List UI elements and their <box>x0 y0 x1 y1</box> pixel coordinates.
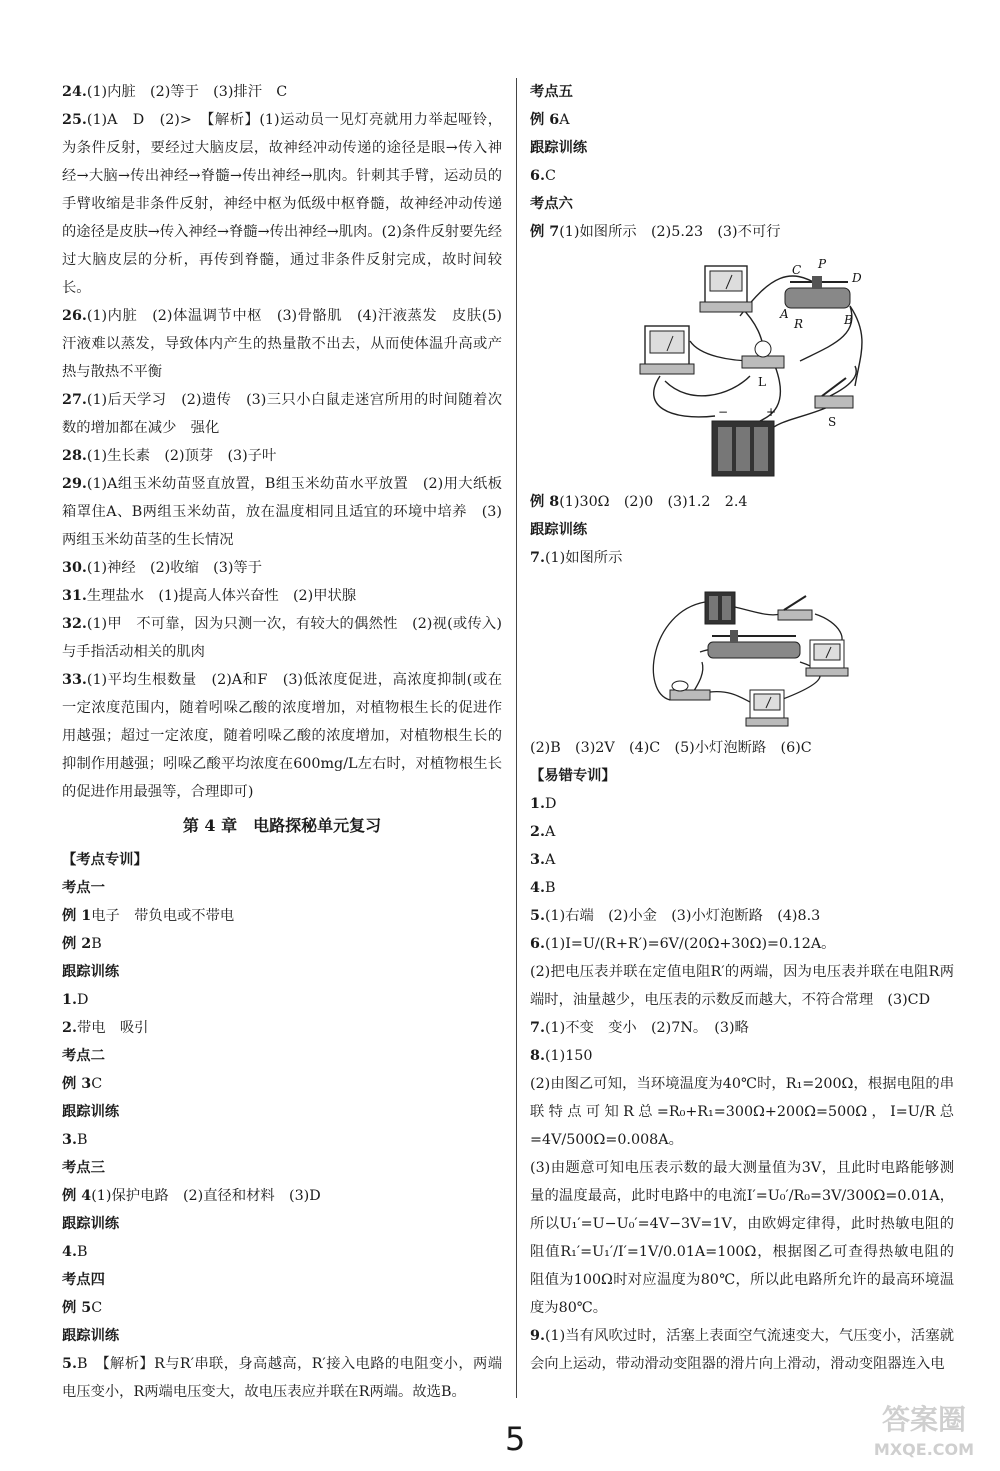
item-text: (1)右端 (2)小金 (3)小灯泡断路 (4)8.3 <box>544 908 821 924</box>
item-text: (1)I=U/(R+R′)=6V/(20Ω+30Ω)=0.12A。 <box>544 936 836 952</box>
item-text: B <box>76 1244 88 1260</box>
answer-item <box>530 818 954 846</box>
item-text: (1)150 <box>544 1048 593 1064</box>
label-C: C <box>792 263 802 277</box>
watermark-bottom: MXQE.COM <box>873 1440 975 1459</box>
answer-item <box>530 1042 954 1070</box>
answer-item <box>530 1322 954 1378</box>
item-number: 29. <box>62 476 87 492</box>
section-heading: 考点二 <box>62 1048 105 1064</box>
item-number: 例 6 <box>530 112 560 128</box>
item-number: 4. <box>530 880 545 896</box>
item-text: (1)如图所示 <box>544 550 623 566</box>
answer-item <box>530 734 954 762</box>
answer-item <box>530 902 954 930</box>
item-text: B <box>76 1132 88 1148</box>
watermark-logo <box>854 1393 994 1463</box>
section-heading: 跟踪训练 <box>62 1328 120 1344</box>
section-heading: 【易错专训】 <box>530 768 616 784</box>
item-number: 例 5 <box>62 1300 92 1316</box>
answer-item <box>62 610 517 666</box>
voltmeter-icon <box>640 326 694 374</box>
answer-item <box>62 470 502 554</box>
item-text: (1)内脏 (2)体温调节中枢 (3)骨骼肌 (4)汗液蒸发 皮肤(5)汗液难以蒸发，导致体内产生的热量散不出去，从而使体温升高或产热与散热不平衡 <box>62 308 502 380</box>
bulb-icon <box>742 341 784 368</box>
item-number: 32. <box>62 616 87 632</box>
label-D: D <box>852 271 862 285</box>
circuit-diagram-1 <box>530 246 954 488</box>
section-heading: 跟踪训练 <box>62 964 120 980</box>
item-text: D <box>544 796 557 812</box>
answer-item <box>530 846 954 874</box>
item-number: 例 2 <box>62 936 92 952</box>
answer-item <box>530 488 954 516</box>
answer-item <box>62 554 502 582</box>
item-text: (1)A D (2)> 【解析】(1)运动员一见灯亮就用力举起哑铃，为条件反射，要经过大脑皮层，故神经冲动传递的途径是眼→传入神经→大脑→传出神经→脊髓→传出神经→肌肉。针刺其手臂，运动员的手臂收缩是非条件反射，神经中枢为低级中枢脊髓，故神经冲动传递的途径是皮肤→传入神经→脊髓→传出神经→肌肉。(2)条件反射要先经过大脑皮层的分析，再传到脊髓，通过非条件反射完成，故时间较长。 <box>62 112 502 296</box>
item-text: (1)神经 (2)收缩 (3)等于 <box>86 560 263 576</box>
item-number: 例 1 <box>62 908 92 924</box>
item-number: 4. <box>62 1244 77 1260</box>
answer-item <box>530 1014 954 1042</box>
label-plus: + <box>766 405 777 419</box>
item-text: (1)生长素 (2)顶芽 (3)子叶 <box>86 448 277 464</box>
item-number: 26. <box>62 308 87 324</box>
answer-item <box>62 930 502 958</box>
item-number: 28. <box>62 448 87 464</box>
item-number: 6. <box>530 936 545 952</box>
item-text: B 【解析】R与R′串联，身高越高，R′接入电路的电阻变小，两端电压变小，R两端电压变大，故电压表应并联在R两端。故选B。 <box>62 1356 502 1400</box>
answer-item <box>530 930 954 958</box>
item-text: (3)由题意可知电压表示数的最大测量值为3V，且此时电路能够测量的温度最高，此时电路中的电流I′=U₀′/R₀=3V/300Ω=0.01A，所以U₁′=U−U₀′=4V−3V=1V，由欧姆定律得，此时热敏电阻的阻值R₁′=U₁′/I′=1V/0.01A=100Ω，根据图乙可查得热敏电阻的阻值为100Ω时对应温度为80℃，所以此电路所允许的最高环境温度为80℃。 <box>530 1160 954 1316</box>
section-heading: 考点四 <box>62 1272 105 1288</box>
answer-item <box>62 386 502 442</box>
bulb-icon <box>670 681 710 700</box>
left-column <box>62 78 517 1406</box>
item-number: 33. <box>62 672 87 688</box>
item-number: 例 4 <box>62 1188 92 1204</box>
answer-item <box>530 162 954 190</box>
section-heading: 【考点专训】 <box>62 852 148 868</box>
item-text: C <box>91 1300 103 1316</box>
item-number: 2. <box>62 1020 77 1036</box>
answer-item <box>62 1182 502 1210</box>
item-number: 1. <box>62 992 77 1008</box>
item-text: (1)如图所示 (2)5.23 (3)不可行 <box>559 224 781 240</box>
column-divider <box>516 78 517 1398</box>
answer-item <box>62 1014 502 1042</box>
answer-item <box>530 106 954 134</box>
item-text: A <box>544 852 556 868</box>
item-number: 6. <box>530 168 545 184</box>
watermark-top: 答案圈 <box>881 1403 967 1436</box>
item-text: 电子 带负电或不带电 <box>91 908 235 924</box>
item-number: 25. <box>62 112 87 128</box>
item-text: (1)当有风吹过时，活塞上表面空气流速变大，气压变小，活塞就会向上运动，带动滑动变阻器的滑片向上滑动，滑动变阻器连入电 <box>530 1328 954 1372</box>
answer-item <box>62 902 502 930</box>
label-P: P <box>818 257 827 271</box>
circuit-figure-2 <box>530 572 954 734</box>
item-text: C <box>91 1076 103 1092</box>
section-heading: 跟踪训练 <box>530 522 588 538</box>
answer-item <box>530 218 954 246</box>
item-text: (1)内脏 (2)等于 (3)排汗 C <box>86 84 288 100</box>
answer-item <box>530 874 954 902</box>
item-text: (2)把电压表并联在定值电阻R′的两端，因为电压表并联在电阻R两端时，油量越少，电压表的示数反而越大，不符合常理 (3)CD <box>530 964 954 1008</box>
item-text: B <box>544 880 556 896</box>
rheostat-icon <box>708 630 800 658</box>
section-heading: 跟踪训练 <box>62 1216 120 1232</box>
label-R: R <box>794 317 804 331</box>
ammeter-icon <box>700 266 752 312</box>
label-S: S <box>828 415 837 429</box>
item-text: (1)后天学习 (2)遗传 (3)三只小白鼠走迷宫所用的时间随着次数的增加都在减少 强化 <box>62 392 502 436</box>
item-number: 9. <box>530 1328 545 1344</box>
label-L: L <box>758 375 766 389</box>
answer-item <box>62 1350 502 1406</box>
answer-item <box>62 302 502 386</box>
answer-item <box>62 666 502 806</box>
section-heading: 考点五 <box>530 84 573 100</box>
ammeter-icon <box>746 690 788 726</box>
item-text: (1)保护电路 (2)直径和材料 (3)D <box>91 1188 321 1204</box>
item-text: A <box>544 824 556 840</box>
item-text: (1)30Ω (2)0 (3)1.2 2.4 <box>559 494 748 510</box>
answer-item <box>530 790 954 818</box>
answer-item <box>530 958 954 1014</box>
item-number: 5. <box>530 908 545 924</box>
answer-item <box>62 1126 502 1154</box>
item-number: 例 3 <box>62 1076 92 1092</box>
item-number: 例 8 <box>530 494 560 510</box>
item-number: 3. <box>62 1132 77 1148</box>
answer-item <box>62 1294 502 1322</box>
item-number: 5. <box>62 1356 77 1372</box>
item-text: 生理盐水 (1)提高人体兴奋性 (2)甲状腺 <box>86 588 357 604</box>
answer-item <box>62 1070 502 1098</box>
item-number: 8. <box>530 1048 545 1064</box>
answer-item <box>62 986 502 1014</box>
battery-icon <box>712 421 774 476</box>
answer-item <box>62 582 502 610</box>
label-B: B <box>844 313 853 327</box>
section-heading: 跟踪训练 <box>62 1104 120 1120</box>
answer-item <box>62 442 502 470</box>
answer-item <box>530 1070 954 1154</box>
answer-item <box>62 1238 502 1266</box>
item-text: B <box>91 936 102 952</box>
battery-icon <box>705 592 735 624</box>
item-number: 7. <box>530 1020 545 1036</box>
label-A: A <box>780 307 789 321</box>
item-number: 2. <box>530 824 545 840</box>
item-text: (1)甲 不可靠，因为只测一次，有较大的偶然性 (2)视(或传入) 与手指活动相关的肌肉 <box>62 616 517 660</box>
answer-item <box>530 544 954 572</box>
right-column <box>530 78 954 1378</box>
item-text: (1)A组玉米幼苗竖直放置，B组玉米幼苗水平放置 (2)用大纸板箱罩住A、B两组玉米幼苗，放在温度相同且适宜的环境中培养 (3)两组玉米幼苗茎的生长情况 <box>62 476 502 548</box>
item-number: 1. <box>530 796 545 812</box>
item-number: 3. <box>530 852 545 868</box>
item-text: C <box>544 168 556 184</box>
rheostat-icon <box>785 276 850 308</box>
item-text: 带电 吸引 <box>76 1020 149 1036</box>
item-text: (1)不变 变小 (2)7N。 (3)略 <box>544 1020 749 1036</box>
circuit-figure-1 <box>530 246 954 488</box>
switch-icon <box>815 378 853 408</box>
item-number: 7. <box>530 550 545 566</box>
chapter-title: 第 4 章 电路探秘单元复习 <box>182 816 382 835</box>
item-text: (2)B (3)2V (4)C (5)小灯泡断路 (6)C <box>530 740 812 756</box>
item-number: 27. <box>62 392 87 408</box>
answer-item <box>62 78 502 106</box>
page-number: 5 <box>505 1420 526 1458</box>
section-heading: 考点六 <box>530 196 573 212</box>
answer-item <box>530 1154 954 1322</box>
section-heading: 跟踪训练 <box>530 140 588 156</box>
circuit-diagram-2 <box>530 572 954 734</box>
item-text: (1)平均生根数量 (2)A和F (3)低浓度促进，高浓度抑制(或在一定浓度范围内，随着吲哚乙酸的浓度增加，对植物根生长的促进作用越强；超过一定浓度，随着吲哚乙酸的浓度增加，对植物根生长的抑制作用越强；吲哚乙酸平均浓度在600mg/L左右时，对植物根生长的促进作用最强等，合理即可) <box>62 672 502 800</box>
answer-item <box>62 106 502 302</box>
item-number: 例 7 <box>530 224 560 240</box>
item-number: 31. <box>62 588 87 604</box>
section-heading: 考点三 <box>62 1160 105 1176</box>
switch-icon <box>778 596 812 620</box>
label-minus: − <box>718 405 729 419</box>
voltmeter-icon <box>806 640 848 676</box>
item-text: D <box>76 992 89 1008</box>
item-number: 30. <box>62 560 87 576</box>
item-number: 24. <box>62 84 87 100</box>
section-heading: 考点一 <box>62 880 105 896</box>
item-text: A <box>559 112 570 128</box>
item-text: (2)由图乙可知，当环境温度为40℃时，R₁=200Ω，根据电阻的串联特点可知R总=R₀+R₁=300Ω+200Ω=500Ω，I=U/R总=4V/500Ω=0.008A。 <box>530 1076 954 1148</box>
